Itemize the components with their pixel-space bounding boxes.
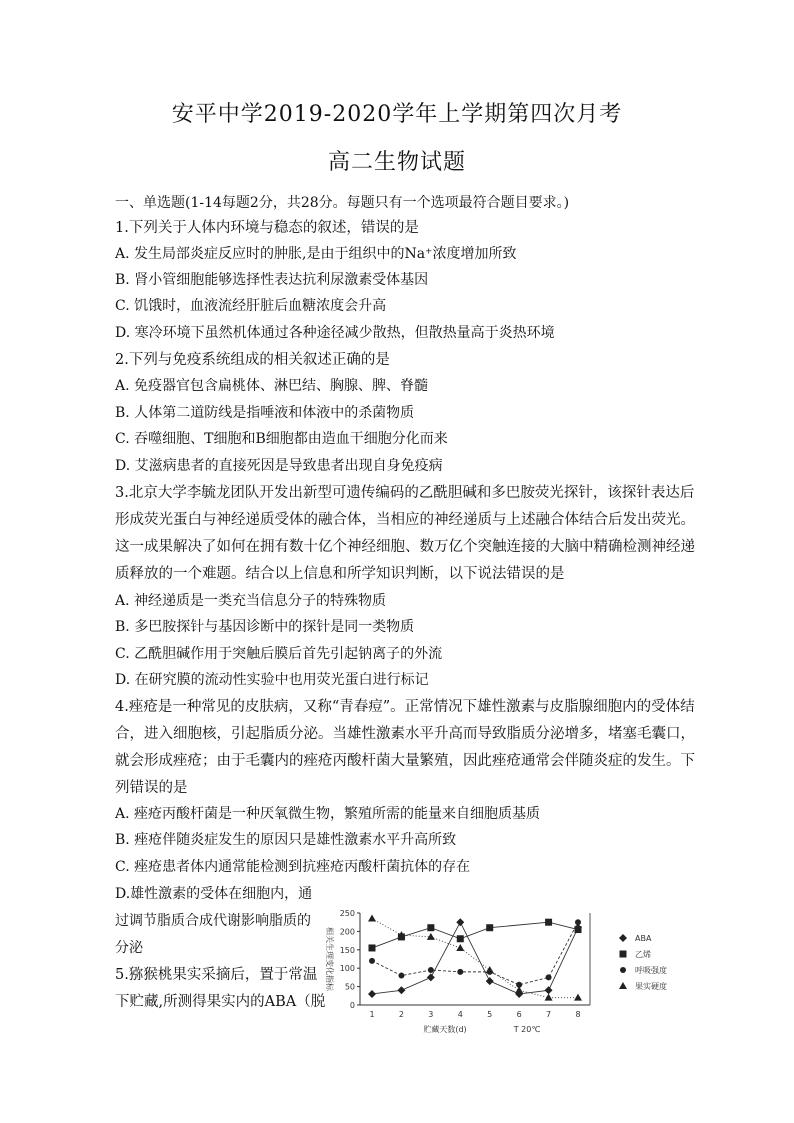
data-point (456, 944, 464, 951)
data-point (369, 958, 375, 964)
data-point (457, 969, 463, 975)
legend-label: 呼吸强度 (635, 966, 667, 975)
q5-stem-line-2: 下贮藏,所测得果实内的ABA（脱 (115, 994, 326, 1010)
q1-option-c: C. 饥饿时，血液流经肝脏后血糖浓度会升高 (115, 298, 387, 314)
y-tick-label: 100 (339, 964, 355, 974)
q4-option-d-line-1: D.雄性激素的受体在细胞内，通 (115, 886, 313, 902)
q3-option-a: A. 神经递质是一类充当信息分子的特殊物质 (115, 593, 387, 609)
data-point (575, 919, 581, 925)
q3-stem-line-1: 3.北京大学李毓龙团队开发出新型可遗传编码的乙酰胆碱和多巴胺荧光探针，该探针表达后 (115, 485, 695, 501)
storage-chart (305, 905, 700, 1040)
x-tick-label: 6 (516, 1010, 522, 1019)
x-tick-label: 8 (575, 1010, 581, 1019)
q2-option-c: C. 吞噬细胞、T细胞和B细胞都由造血干细胞分化而来 (115, 431, 448, 447)
data-point (427, 924, 434, 931)
q4-stem-line-1: 4.痤疮是一种常见的皮肤病，又称“青春痘”。正常情况下雄性激素与皮脂腺细胞内的受体结 (115, 699, 695, 715)
x-tick-label: 7 (546, 1010, 552, 1019)
x-axis-label: 贮藏天数(d) (423, 1025, 467, 1034)
q1-option-b: B. 肾小管细胞能够选择性表达抗利尿激素受体基因 (115, 272, 429, 288)
data-point (368, 915, 376, 922)
q4-option-b: B. 痤疮伴随炎症发生的原因只是雄性激素水平升高所致 (115, 832, 457, 848)
y-tick-label: 150 (339, 945, 355, 955)
q5-stem-line-1: 5.猕猴桃果实采摘后，置于常温 (115, 967, 318, 983)
q2-stem: 2.下列与免疫系统组成的相关叙述正确的是 (115, 352, 390, 368)
q4-option-d-line-3: 分泌 (115, 940, 143, 956)
temperature-note: T 20℃ (513, 1025, 541, 1034)
q1-option-a: A. 发生局部炎症反应时的肿胀,是由于组织中的Na⁺浓度增加所致 (115, 246, 517, 262)
legend-marker (620, 967, 626, 973)
data-point (545, 986, 553, 994)
data-point (397, 986, 405, 994)
x-tick-label: 3 (428, 1010, 434, 1019)
y-tick-label: 200 (339, 927, 355, 937)
x-tick-label: 1 (369, 1010, 375, 1019)
q4-stem-line-3: 就会形成痤疮；由于毛囊内的痤疮丙酸杆菌大量繁殖，因此痤疮通常会伴随炎症的发生。下 (115, 753, 695, 769)
q2-option-d: D. 艾滋病患者的直接死因是导致患者出现自身免疫病 (115, 458, 443, 474)
data-point (369, 944, 376, 951)
data-point (456, 918, 464, 926)
legend-marker (619, 982, 627, 989)
y-tick-label: 250 (339, 909, 355, 918)
q4-option-a: A. 痤疮丙酸杆菌是一种厌氧微生物，繁殖所需的能量来自细胞质基质 (115, 806, 541, 822)
q1-stem: 1.下列关于人体内环境与稳态的叙述，错误的是 (115, 220, 419, 236)
q3-option-b: B. 多巴胺探针与基因诊断中的探针是同一类物质 (115, 619, 415, 635)
data-point (428, 967, 434, 973)
x-tick-label: 2 (398, 1010, 404, 1019)
data-point (398, 973, 404, 979)
data-point (545, 994, 553, 1001)
q3-option-c: C. 乙酰胆碱作用于突触后膜后首先引起钠离子的外流 (115, 646, 443, 662)
y-tick-label: 0 (349, 1001, 355, 1010)
q3-stem-line-3: 这一成果解决了如何在拥有数十亿个神经细胞、数万亿个突触连接的大脑中精确检测神经递 (115, 539, 695, 555)
legend-label: 乙烯 (635, 950, 651, 959)
series-line-4 (372, 919, 578, 998)
section-heading: 一、单选题(1-14每题2分，共28分。每题只有一个选项最符合题目要求。) (115, 195, 570, 211)
q3-stem-line-2: 形成荧光蛋白与神经递质受体的融合体，当相应的神经递质与上述融合体结合后发出荧光。 (115, 512, 695, 528)
q4-stem-line-2: 合，进入细胞核，引起脂质分泌。当雄性激素水平升高而导致脂质分泌增多，堵塞毛囊口， (115, 726, 695, 742)
data-point (427, 973, 435, 981)
page-subtitle: 高二生物试题 (327, 150, 466, 175)
y-tick-label: 50 (344, 982, 355, 992)
data-point (368, 990, 376, 998)
page-title: 安平中学2019-2020学年上学期第四次月考 (171, 102, 623, 127)
y-axis-label: 相关生理变化指标 (325, 927, 334, 991)
q4-option-d-line-2: 过调节脂质合成代谢影响脂质的 (115, 913, 311, 929)
x-tick-label: 4 (457, 1010, 463, 1019)
q3-option-d: D. 在研究膜的流动性实验中也用荧光蛋白进行标记 (115, 672, 429, 688)
legend-label: 果实硬度 (635, 982, 667, 991)
data-point (546, 974, 552, 980)
data-point (515, 986, 523, 993)
data-point (486, 966, 494, 973)
q2-option-b: B. 人体第二道防线是指唾液和体液中的杀菌物质 (115, 405, 415, 421)
q2-option-a: A. 免疫器官包含扁桃体、淋巴结、胸腺、脾、脊髓 (115, 378, 429, 394)
q4-option-c: C. 痤疮患者体内通常能检测到抗痤疮丙酸杆菌抗体的存在 (115, 859, 471, 875)
legend-marker (620, 951, 627, 958)
q1-option-d: D. 寒冷环境下虽然机体通过各种途径减少散热，但散热量高于炎热环境 (115, 325, 555, 341)
legend-marker (619, 934, 627, 942)
data-point (574, 994, 582, 1001)
data-point (545, 919, 552, 926)
data-point (486, 977, 494, 985)
legend-label: ABA (635, 934, 652, 943)
data-point (486, 924, 493, 931)
x-tick-label: 5 (487, 1010, 493, 1019)
q3-stem-line-4: 质释放的一个难题。结合以上信息和所学知识判断，以下说法错误的是 (115, 566, 565, 582)
data-point (457, 935, 464, 942)
q4-stem-line-4: 列错误的是 (115, 780, 188, 796)
